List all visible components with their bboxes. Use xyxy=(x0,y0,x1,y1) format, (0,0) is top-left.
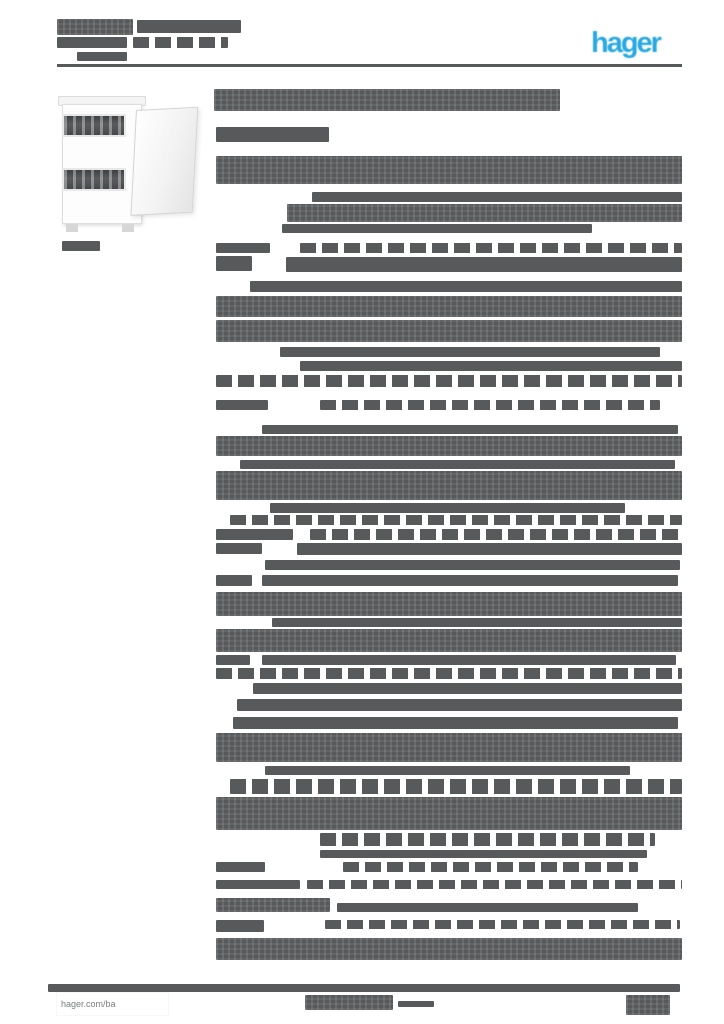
redacted-text xyxy=(320,400,660,410)
redacted-text xyxy=(216,629,682,652)
cabinet-foot xyxy=(66,224,78,232)
redacted-text xyxy=(216,256,252,271)
redacted-text xyxy=(265,766,630,775)
redacted-text xyxy=(262,575,678,586)
redacted-text xyxy=(240,460,675,469)
redacted-text xyxy=(216,296,682,317)
redacted-text xyxy=(286,257,682,272)
redacted-text xyxy=(265,560,680,570)
redacted-text xyxy=(216,920,264,932)
page-title-redacted xyxy=(214,89,560,111)
header-subline xyxy=(77,52,127,61)
redacted-text xyxy=(282,224,592,233)
redacted-text xyxy=(216,592,682,616)
footer-center-text xyxy=(305,995,393,1010)
redacted-text xyxy=(216,797,682,830)
redacted-text xyxy=(216,243,270,253)
redacted-text xyxy=(343,862,638,872)
redacted-text xyxy=(250,281,682,292)
redacted-text xyxy=(216,733,682,762)
header-subline xyxy=(57,37,127,48)
cabinet-module-row-top xyxy=(62,114,126,137)
redacted-text xyxy=(216,938,682,960)
redacted-text xyxy=(300,361,682,371)
redacted-text xyxy=(216,529,293,540)
footer-rule xyxy=(48,984,680,992)
redacted-text xyxy=(262,655,676,665)
redacted-text xyxy=(216,575,252,586)
redacted-text xyxy=(310,529,682,540)
redacted-text xyxy=(216,320,682,342)
redacted-text xyxy=(297,543,682,555)
redacted-text xyxy=(216,898,330,912)
footer-link-box[interactable] xyxy=(57,993,168,1015)
redacted-text xyxy=(216,436,682,456)
redacted-text xyxy=(272,618,682,627)
redacted-text xyxy=(237,699,682,711)
header-subline xyxy=(133,37,228,48)
redacted-text xyxy=(216,862,265,872)
footer-right-text xyxy=(626,995,670,1015)
redacted-text xyxy=(253,683,682,694)
footer-link[interactable]: hager.com/ba xyxy=(61,999,116,1009)
redacted-text xyxy=(270,503,625,513)
redacted-text xyxy=(337,903,638,912)
redacted-text xyxy=(216,880,300,889)
redacted-text xyxy=(233,717,678,729)
redacted-text xyxy=(216,543,262,554)
redacted-text xyxy=(320,850,647,858)
hager-logo: hager xyxy=(591,27,660,59)
footer-center-text xyxy=(398,1001,434,1007)
cabinet-foot xyxy=(122,224,134,232)
redacted-text xyxy=(230,779,682,794)
redacted-text xyxy=(307,880,682,889)
product-photo xyxy=(56,90,206,240)
redacted-text xyxy=(216,156,682,184)
header-product-name xyxy=(137,20,241,33)
redacted-text xyxy=(312,192,682,202)
redacted-text xyxy=(216,668,682,679)
redacted-text xyxy=(300,243,682,253)
redacted-text xyxy=(216,655,250,665)
redacted-text xyxy=(320,833,655,846)
cabinet-module-row-bottom xyxy=(62,168,126,191)
section-heading-redacted xyxy=(216,127,329,142)
header-divider xyxy=(57,64,682,67)
redacted-text xyxy=(216,471,682,500)
redacted-text xyxy=(216,375,682,387)
redacted-text xyxy=(216,400,268,410)
redacted-text xyxy=(287,204,682,222)
redacted-text xyxy=(230,515,682,525)
redacted-text xyxy=(325,920,680,929)
header-product-code xyxy=(57,19,133,35)
product-reference xyxy=(62,241,100,251)
redacted-text xyxy=(280,347,660,357)
cabinet-door-open xyxy=(130,107,198,216)
redacted-text xyxy=(262,425,678,434)
